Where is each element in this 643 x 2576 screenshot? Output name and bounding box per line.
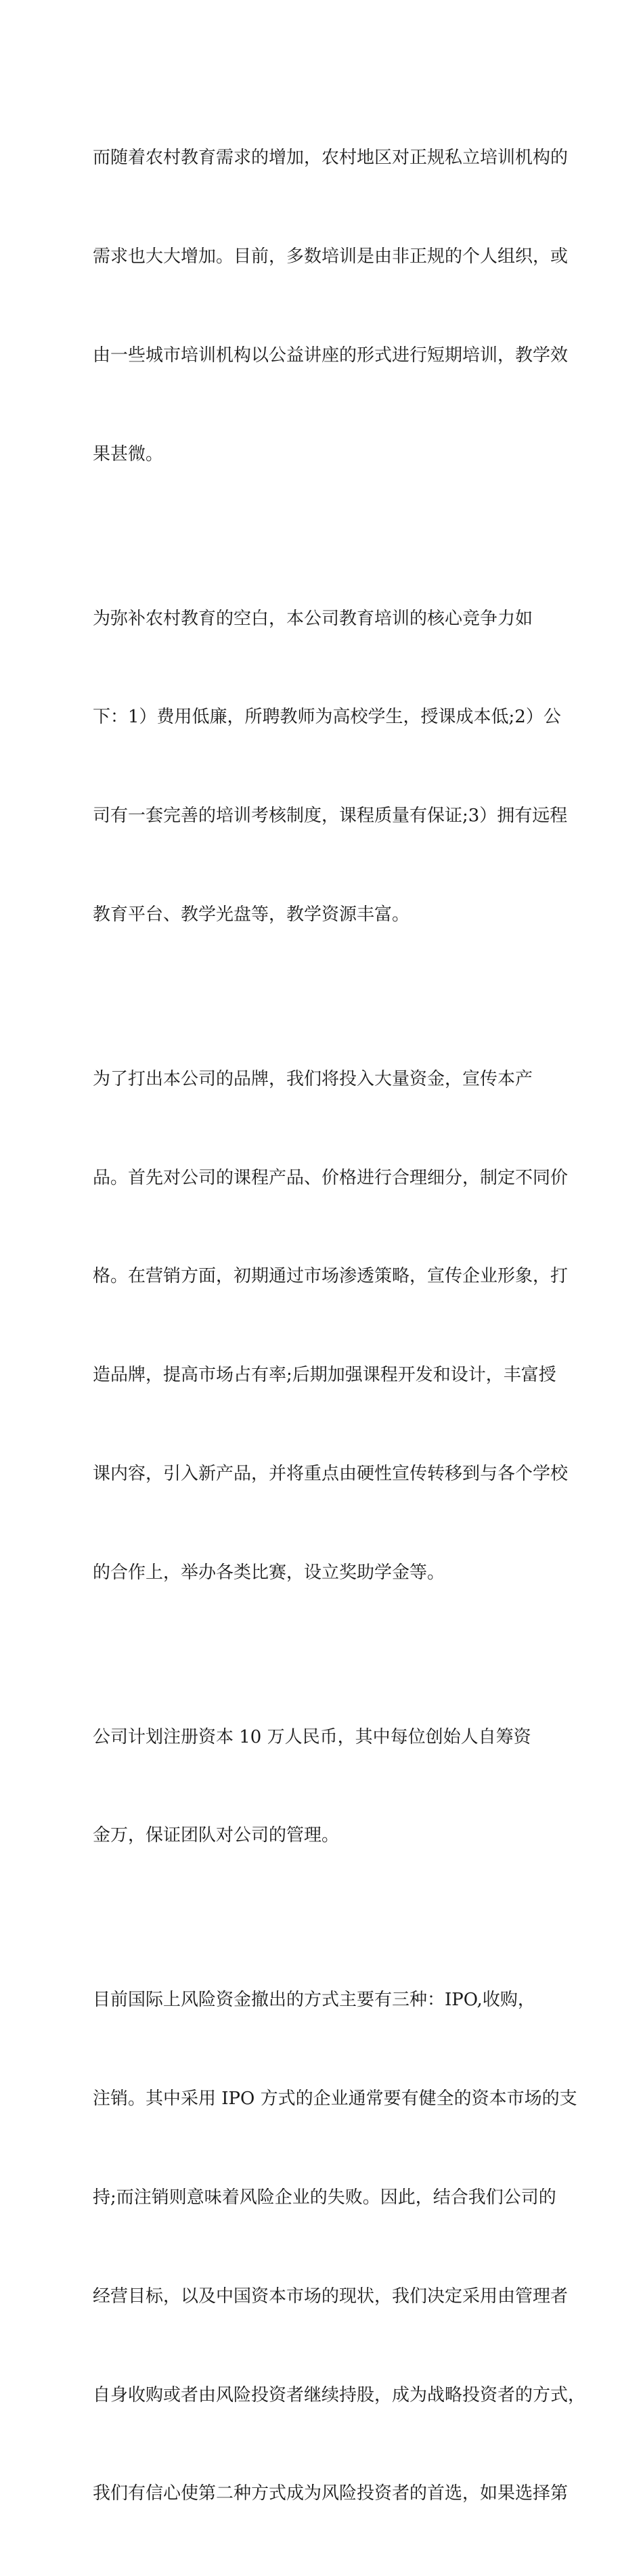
text-line: 果甚微。 — [93, 443, 164, 464]
text-line: 造品牌，提高市场占有率;后期加强课程开发和设计，丰富授 — [93, 1365, 556, 1386]
text-line: 注销。其中采用 IPO 方式的企业通常要有健全的资本市场的支 — [93, 2089, 577, 2110]
text-line: 品。首先对公司的课程产品、价格进行合理细分，制定不同价 — [93, 1167, 569, 1188]
text-line: 我们有信心使第二种方式成为风险投资者的首选，如果选择第 — [93, 2483, 569, 2504]
text-line: 经营目标，以及中国资本市场的现状，我们决定采用由管理者 — [93, 2286, 569, 2307]
text-line: 为弥补农村教育的空白，本公司教育培训的核心竞争力如 — [93, 608, 533, 629]
text-line: 需求也大大增加。目前，多数培训是由非正规的个人组织，或 — [93, 246, 569, 267]
text-line: 格。在营销方面，初期通过市场渗透策略，宣传企业形象，打 — [93, 1266, 569, 1287]
text-line: 由一些城市培训机构以公益讲座的形式进行短期培训，教学效 — [93, 345, 569, 366]
paragraph-3 — [93, 997, 567, 1655]
document-body — [93, 76, 586, 2576]
text-line: 自身收购或者由风险投资者继续持股，成为战略投资者的方式， — [93, 2384, 586, 2405]
text-line: 的合作上，举办各类比赛，设立奖助学金等。 — [93, 1562, 445, 1583]
paragraph-2 — [93, 536, 567, 997]
text-line: 持;而注销则意味着风险企业的失败。因此，结合我们公司的 — [93, 2187, 556, 2208]
text-line: 而随着农村教育需求的增加，农村地区对正规私立培训机构的 — [93, 148, 569, 169]
text-line: 司有一套完善的培训考核制度，课程质量有保证;3）拥有远程 — [93, 806, 568, 827]
text-line: 教育平台、教学光盘等，教学资源丰富。 — [93, 904, 410, 925]
text-line: 目前国际上风险资金撤出的方式主要有三种：IPO,收购， — [93, 1990, 535, 2011]
paragraph-5 — [93, 1918, 586, 2576]
text-line: 金万，保证团队对公司的管理。 — [93, 1825, 340, 1846]
text-line: 公司计划注册资本 10 万人民币，其中每位创始人自筹资 — [93, 1726, 531, 1747]
paragraph-4 — [93, 1655, 567, 1919]
text-line: 为了打出本公司的品牌，我们将投入大量资金，宣传本产 — [93, 1068, 533, 1089]
paragraph-1 — [93, 76, 567, 536]
text-line: 课内容，引入新产品，并将重点由硬性宣传转移到与各个学校 — [93, 1463, 569, 1484]
text-line: 下：1）费用低廉，所聘教师为高校学生，授课成本低;2）公 — [93, 707, 561, 728]
